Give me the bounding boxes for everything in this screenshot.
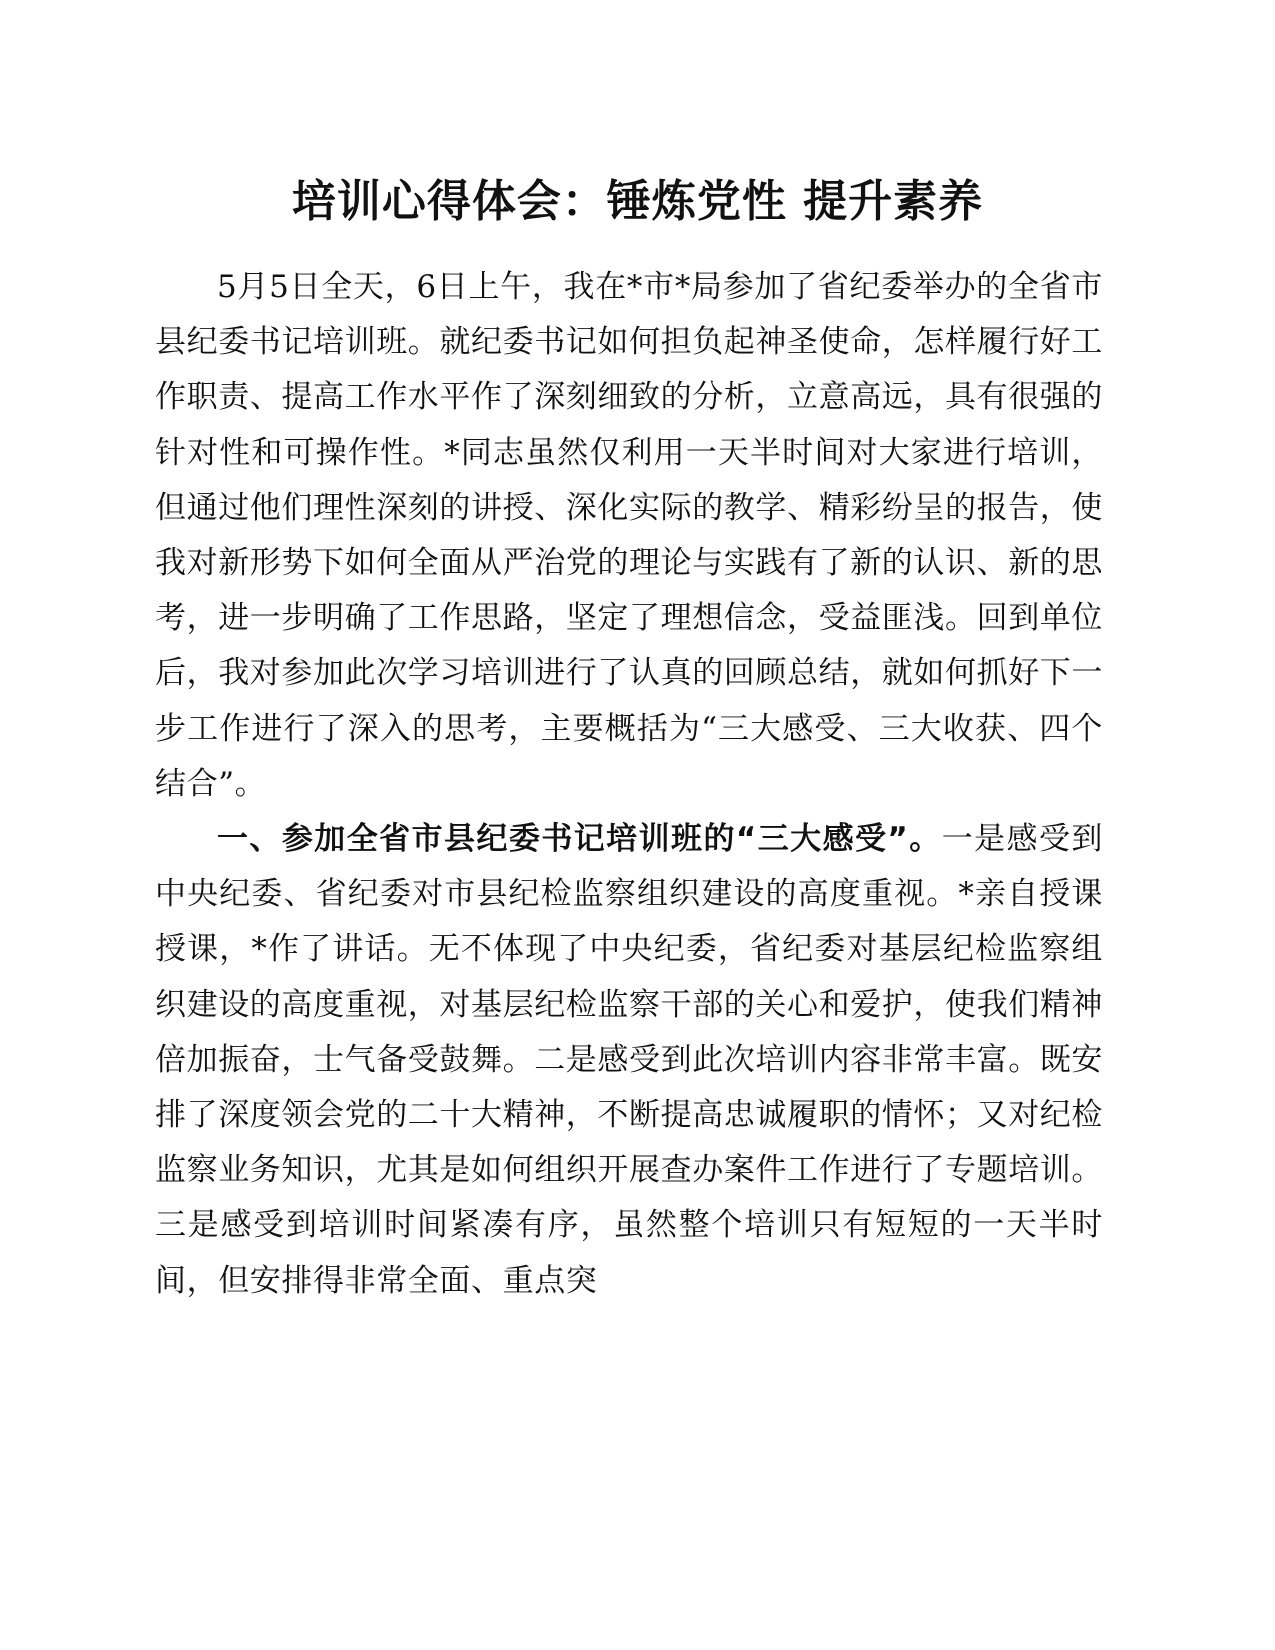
section-one-text: 一是感受到中央纪委、省纪委对市县纪检监察组织建设的高度重视。*亲自授课授课，*作了讲话。无不体现了中央纪委，省纪委对基层纪检监察组织建设的高度重视，对基层纪检监察干部的关心和爱护，使我们精神倍加振奋，士气备受鼓舞。二是感受到此次培训内容非常丰富。既安排了深度领会党的二十大精神，不断提高忠诚履职的情怀；又对纪检监察业务知识，尤其是如何组织开展查办案件工作进行了专题培训。三是感受到培训时间紧凑有序，虽然整个培训只有短短的一天半时间，但安排得非常全面、重点突 (155, 821, 1104, 1299)
section-one-paragraph (155, 812, 1103, 1309)
intro-paragraph (155, 260, 1103, 812)
document-body (155, 260, 1103, 1309)
document-title: 培训心得体会：锤炼党性 提升素养 (291, 176, 984, 227)
intro-paragraph-text: 5月5日全天，6日上午，我在*市*局参加了省纪委举办的全省市县纪委书记培训班。就纪委书记如何担负起神圣使命，怎样履行好工作职责、提高工作水平作了深刻细致的分析，立意高远，具有很强的针对性和可操作性。*同志虽然仅利用一天半时间对大家进行培训，但通过他们理性深刻的讲授、深化实际的教学、精彩纷呈的报告，使我对新形势下如何全面从严治党的理论与实践有了新的认识、新的思考，进一步明确了工作思路，坚定了理想信念，受益匪浅。回到单位后，我对参加此次学习培训进行了认真的回顾总结，就如何抓好下一步工作进行了深入的思考，主要概括为“三大感受、三大收获、四个结合”。 (155, 269, 1103, 802)
section-one-heading: 一、参加全省市县纪委书记培训班的“三大感受”。 (217, 821, 942, 858)
